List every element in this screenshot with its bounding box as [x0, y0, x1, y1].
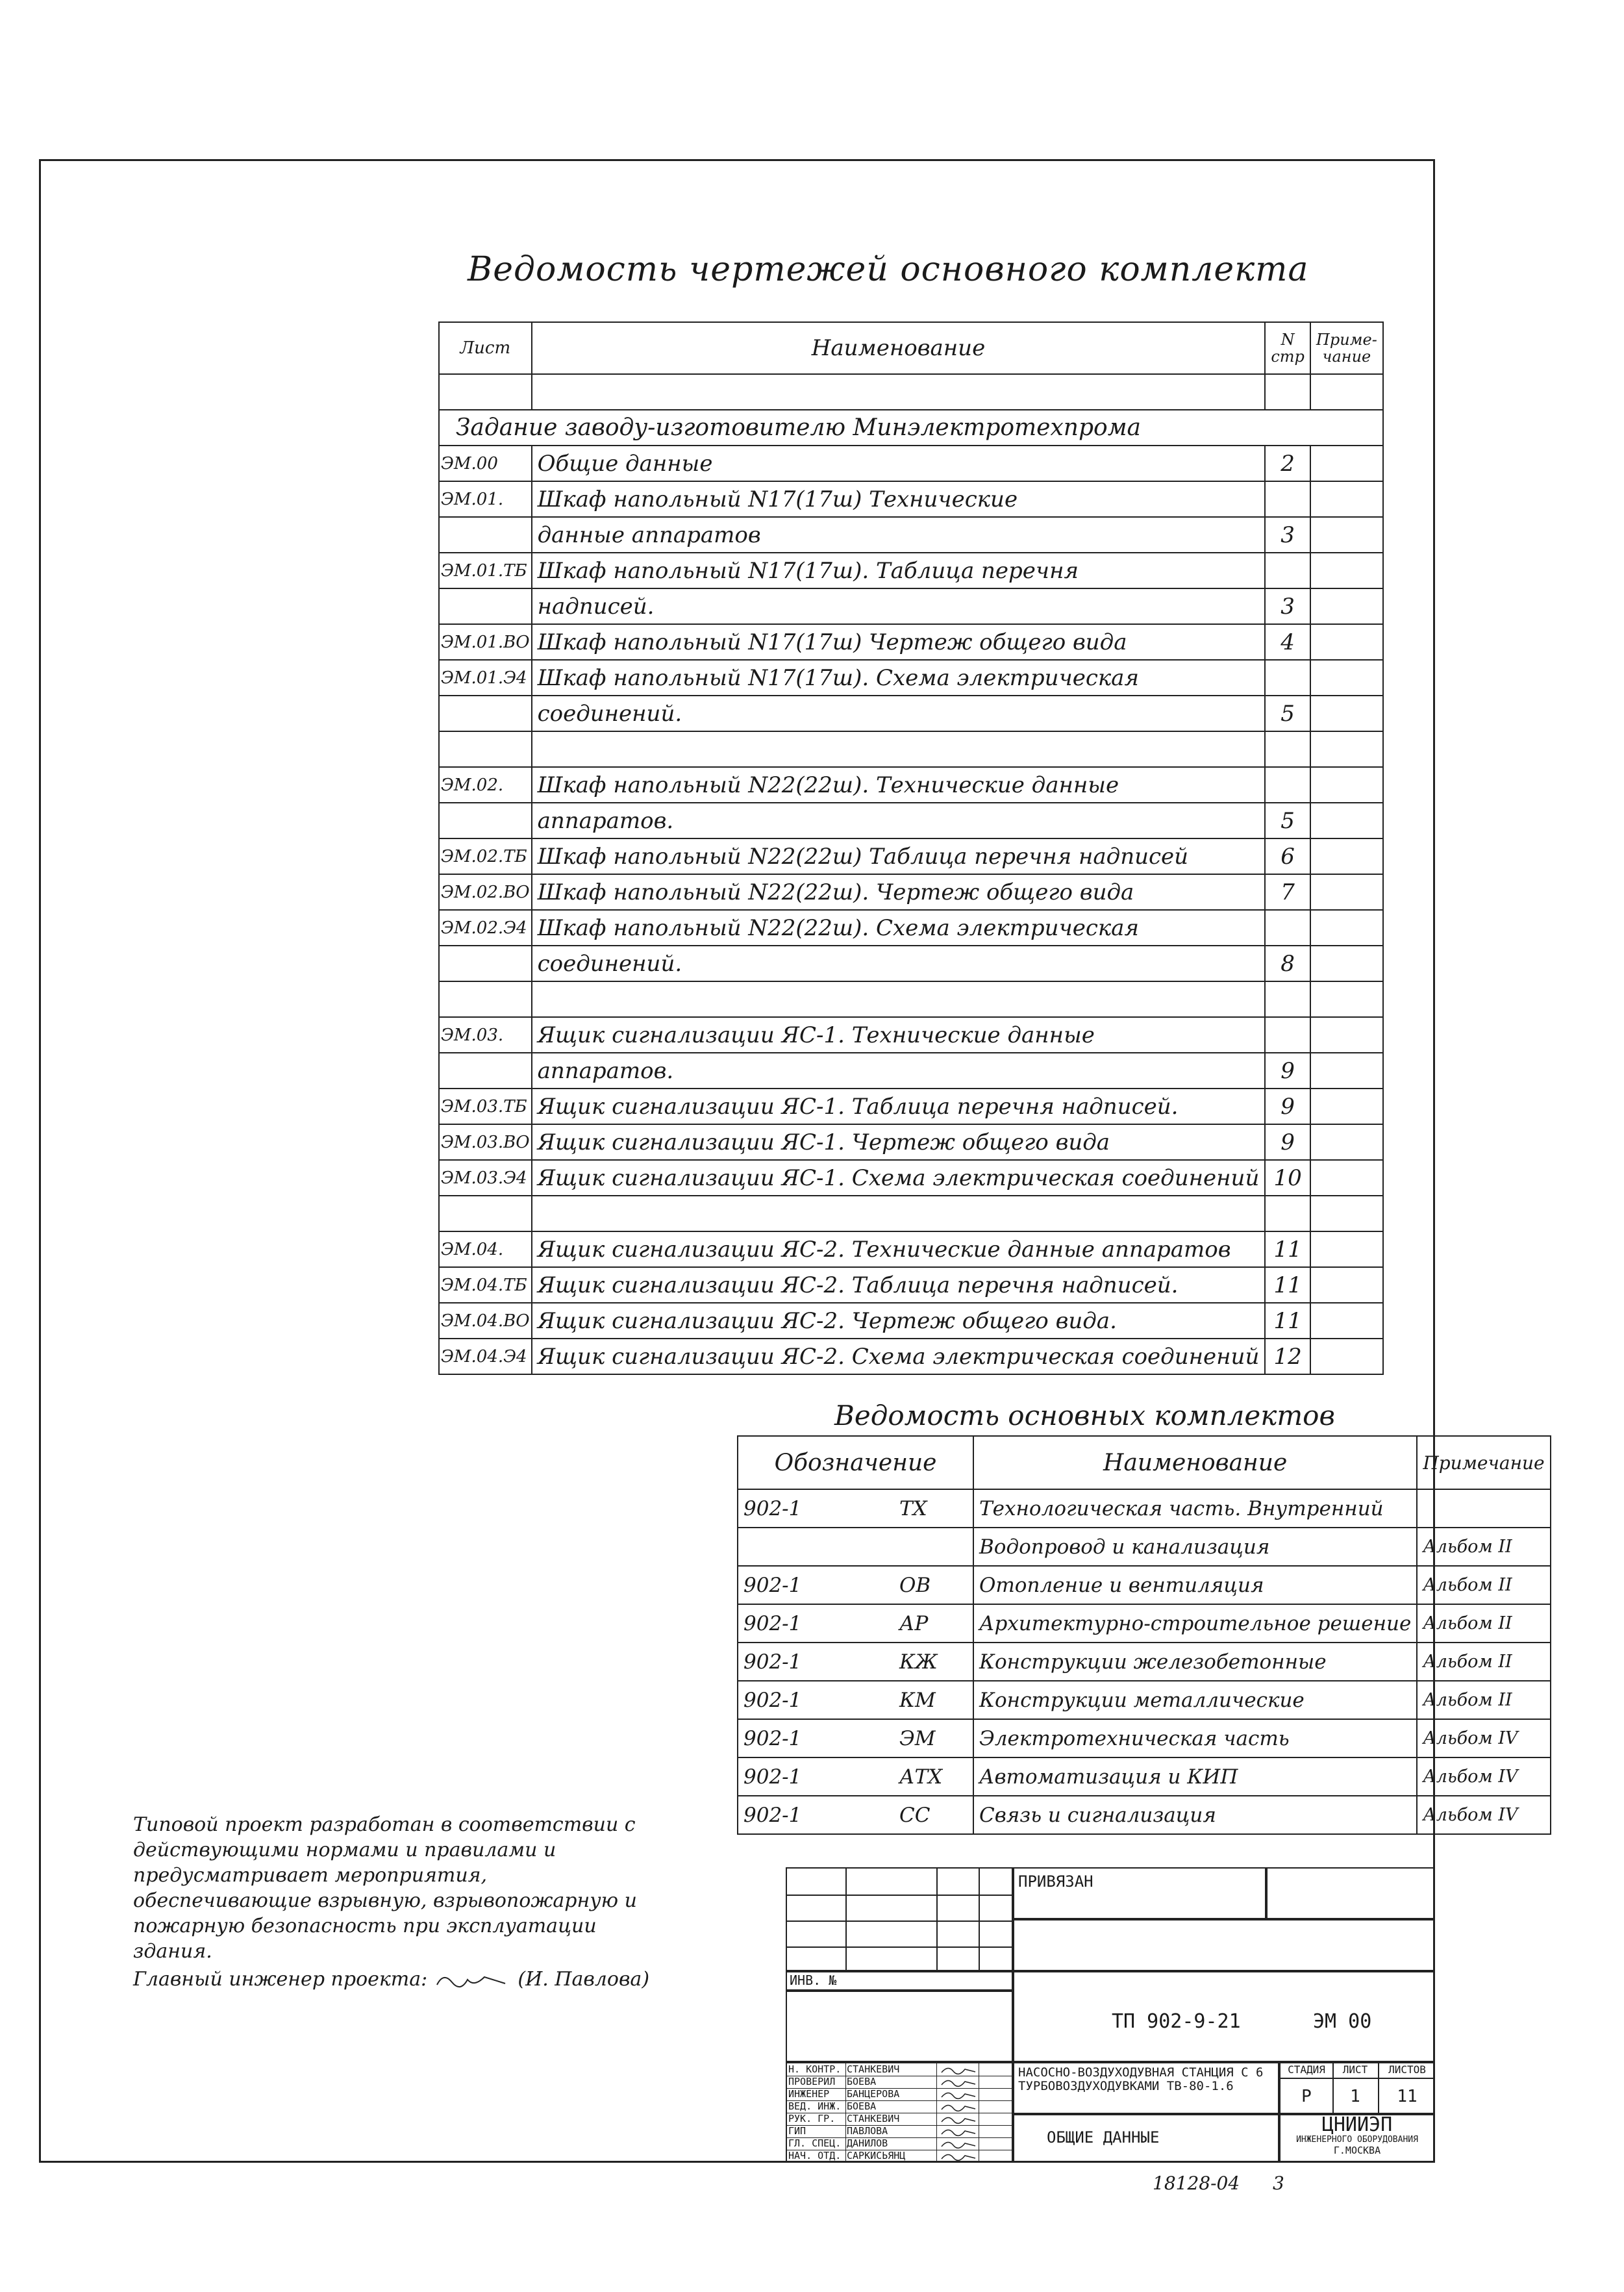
page-number: 5 [1265, 696, 1310, 731]
note-cell [1310, 1231, 1383, 1267]
note-cell [1310, 981, 1383, 1017]
set-designation [738, 1643, 973, 1681]
sheet-code: ЭМ.04.ВО [439, 1303, 532, 1339]
sheet-code: ЭМ.02. [439, 767, 532, 803]
set-note: Альбом IV [1417, 1757, 1550, 1796]
sheet-code: ЭМ.03.ВО [439, 1124, 532, 1160]
sheet-name: Шкаф напольный N22(22ш). Чертеж общего вида [532, 874, 1266, 910]
set-code: 902-1 [743, 1573, 802, 1597]
sheet-code [439, 1196, 532, 1231]
set-mark: ТХ [899, 1496, 927, 1520]
table-row [439, 910, 1383, 946]
sheet-name: Ящик сигнализации ЯС-2. Схема электрическая соединений [532, 1339, 1266, 1374]
page-number [1265, 1196, 1310, 1231]
table-row [439, 1089, 1383, 1124]
note-cell [1310, 1053, 1383, 1089]
statement-text: Типовой проект разработан в соответствии с действующими нормами и правилами и предусматривает мероприятия, обеспечивающие взрывную, взрывопожарную и пожарную безопасность при эксплуатации здания. [133, 1813, 637, 1963]
set-designation [738, 1681, 973, 1719]
sheet-list-body [439, 374, 1383, 1374]
table-row [439, 1231, 1383, 1267]
set-mark: СС [899, 1803, 931, 1827]
staff-role: ГЛ. СПЕЦ. [788, 2137, 842, 2149]
staff-role: ИНЖЕНЕР [788, 2088, 830, 2100]
set-name: Технологическая часть. Внутренний [973, 1489, 1417, 1528]
staff-name: ПАВЛОВА [847, 2125, 888, 2137]
sheet-label: ЛИСТ [1332, 2063, 1379, 2079]
sets-list-table [737, 1435, 1551, 1835]
note-cell [1310, 874, 1383, 910]
engineer-signature [434, 1971, 512, 1990]
sheet-code [439, 803, 532, 838]
table-row [439, 838, 1383, 874]
set-mark: КЖ [899, 1650, 938, 1674]
set-code: 902-1 [743, 1765, 802, 1789]
page-number: 4 [1265, 624, 1310, 660]
set-code: 902-1 [743, 1726, 802, 1750]
stage-value: Р [1280, 2079, 1334, 2114]
staff-role: ВЕД. ИНЖ. [788, 2100, 842, 2112]
sheet-name: Общие данные [532, 446, 1266, 481]
page-number [1265, 910, 1310, 946]
page-number: 12 [1265, 1339, 1310, 1374]
staff-name: ДАНИЛОВ [847, 2137, 888, 2149]
set-mark: КМ [899, 1688, 936, 1712]
set-designation [738, 1719, 973, 1757]
note-cell [1310, 1303, 1383, 1339]
sets-list-title: Ведомость основных комплектов [834, 1400, 1335, 1431]
table-row [439, 588, 1383, 624]
set-mark: АР [899, 1611, 929, 1635]
set-mark: АТХ [899, 1765, 943, 1789]
stage-label: СТАДИЯ [1280, 2063, 1334, 2079]
table-row [439, 1053, 1383, 1089]
statement-block [133, 1812, 666, 1992]
sheet-name: Ящик сигнализации ЯС-2. Таблица перечня надписей. [532, 1267, 1266, 1303]
footer-number: 18128-04 [1153, 2172, 1240, 2194]
sheet-code: ЭМ.03.ТБ [439, 1089, 532, 1124]
sheet-name: Шкаф напольный N17(17ш). Таблица перечня [532, 553, 1266, 588]
note-cell [1310, 731, 1383, 767]
signature [939, 2125, 978, 2137]
table-row [439, 1303, 1383, 1339]
note-cell [1310, 660, 1383, 696]
sheet-code [439, 731, 532, 767]
note-cell [1310, 553, 1383, 588]
staff-name: СТАНКЕВИЧ [847, 2063, 900, 2075]
set-name: Водопровод и канализация [973, 1528, 1417, 1566]
sheet-name: аппаратов. [532, 1053, 1266, 1089]
set-name: Архитектурно-строительное решение [973, 1604, 1417, 1643]
signature [939, 2137, 978, 2150]
sheet-name: соединений. [532, 696, 1266, 731]
sheet-name [532, 374, 1266, 410]
table-row [439, 660, 1383, 696]
set-name: Отопление и вентиляция [973, 1566, 1417, 1604]
table-row [439, 767, 1383, 803]
sheet-code: ЭМ.01.ВО [439, 624, 532, 660]
sheet-value: 1 [1332, 2079, 1379, 2114]
note-cell [1310, 767, 1383, 803]
sheet-code [439, 1053, 532, 1089]
page-number: 7 [1265, 874, 1310, 910]
sheet-code: ЭМ.03. [439, 1017, 532, 1053]
set-code: 902-1 [743, 1688, 802, 1712]
page-number [1265, 660, 1310, 696]
set-note: Альбом II [1417, 1528, 1550, 1566]
set-row [738, 1757, 1551, 1796]
sheet-code [439, 696, 532, 731]
sheet-code: ЭМ.01. [439, 481, 532, 517]
page-number [1265, 553, 1310, 588]
doc-code: ТП 902-9-21 [1112, 2010, 1241, 2033]
table-row [439, 1124, 1383, 1160]
sets-list-body [738, 1489, 1551, 1834]
organization-cell [1279, 2114, 1435, 2163]
note-cell [1310, 1124, 1383, 1160]
set-code: 902-1 [743, 1611, 802, 1635]
note-cell [1310, 838, 1383, 874]
set-row [738, 1681, 1551, 1719]
set-row [738, 1566, 1551, 1604]
page-number: 9 [1265, 1089, 1310, 1124]
set-name: Автоматизация и КИП [973, 1757, 1417, 1796]
sheet-title: ОБЩИЕ ДАННЫЕ [1013, 2114, 1279, 2163]
table-row [439, 696, 1383, 731]
inventory-empty-cell [786, 1991, 1013, 2062]
sheet-name: Ящик сигнализации ЯС-1. Технические данные [532, 1017, 1266, 1053]
table-row [439, 1267, 1383, 1303]
engineer-name: (И. Павлова) [518, 1968, 650, 1991]
set-row [738, 1528, 1551, 1566]
set-note: Альбом II [1417, 1566, 1550, 1604]
sheet-name: Шкаф напольный N17(17ш) Чертеж общего вида [532, 624, 1266, 660]
sheets-value: 11 [1397, 2087, 1418, 2106]
set-designation [738, 1757, 973, 1796]
set-code: 902-1 [743, 1650, 802, 1674]
table-row [439, 446, 1383, 481]
table-row [439, 731, 1383, 767]
staff-name: БАНЦЕРОВА [847, 2088, 900, 2100]
note-cell [1310, 1160, 1383, 1196]
note-cell [1310, 696, 1383, 731]
sheet-name: Шкаф напольный N22(22ш). Технические данные [532, 767, 1266, 803]
signature [939, 2150, 978, 2162]
table-row [439, 374, 1383, 410]
staff-name: САРКИСЬЯНЦ [847, 2150, 906, 2161]
doc-mark: ЭМ 00 [1313, 2010, 1372, 2033]
header-designation: Обозначение [738, 1436, 973, 1489]
page-number: 11 [1265, 1267, 1310, 1303]
sheet-name: Ящик сигнализации ЯС-2. Технические данные аппаратов [532, 1231, 1266, 1267]
note-cell [1310, 517, 1383, 553]
set-mark: ЭМ [899, 1726, 936, 1750]
set-name: Конструкции металлические [973, 1681, 1417, 1719]
sheet-name [532, 731, 1266, 767]
binding-empty-cell-2 [1013, 1919, 1435, 1971]
table-row [439, 981, 1383, 1017]
header-set-name: Наименование [973, 1436, 1417, 1489]
stage-cell [1279, 2062, 1435, 2114]
set-designation [738, 1604, 973, 1643]
sheet-name: Шкаф напольный N22(22ш). Схема электрическая [532, 910, 1266, 946]
sheet-code: ЭМ.02.Э4 [439, 910, 532, 946]
set-row [738, 1643, 1551, 1681]
sheet-code [439, 517, 532, 553]
header-note: Приме-чание [1310, 322, 1383, 374]
note-cell [1310, 1089, 1383, 1124]
set-note: Альбом IV [1417, 1719, 1550, 1757]
set-code: 902-1 [743, 1803, 802, 1827]
page-number [1265, 1017, 1310, 1053]
table-row [439, 803, 1383, 838]
set-note: Альбом II [1417, 1681, 1550, 1719]
engineer-line [133, 1967, 666, 1992]
sheets-label: ЛИСТОВ [1378, 2063, 1435, 2079]
page-number: 11 [1265, 1303, 1310, 1339]
table-row [439, 874, 1383, 910]
sheet-code: ЭМ.04. [439, 1231, 532, 1267]
sheet-code: ЭМ.01.ТБ [439, 553, 532, 588]
signature [939, 2100, 978, 2113]
set-row [738, 1719, 1551, 1757]
header-sheet: Лист [439, 322, 532, 374]
set-designation [738, 1566, 973, 1604]
page-number: 9 [1265, 1053, 1310, 1089]
note-cell [1310, 946, 1383, 981]
table-row [439, 517, 1383, 553]
page-number [1265, 374, 1310, 410]
table-row [439, 481, 1383, 517]
sheet-name: Ящик сигнализации ЯС-1. Чертеж общего вида [532, 1124, 1266, 1160]
sheet-name: Ящик сигнализации ЯС-1. Таблица перечня надписей. [532, 1089, 1266, 1124]
sheet-name: Шкаф напольный N17(17ш). Схема электрическая [532, 660, 1266, 696]
page-number: 11 [1265, 1231, 1310, 1267]
page-number [1265, 481, 1310, 517]
header-set-note: Примечание [1417, 1436, 1550, 1489]
set-designation [738, 1489, 973, 1528]
note-cell [1310, 1017, 1383, 1053]
binding-empty-cell [1266, 1867, 1435, 1919]
page-number: 9 [1265, 1124, 1310, 1160]
table-row [439, 624, 1383, 660]
sheet-name: надписей. [532, 588, 1266, 624]
sheet-name: соединений. [532, 946, 1266, 981]
note-cell [1310, 624, 1383, 660]
title-block-empty-grid [786, 1867, 1013, 1971]
section-row [439, 410, 1383, 446]
set-note [1417, 1489, 1550, 1528]
sheet-name: Шкаф напольный N17(17ш) Технические [532, 481, 1266, 517]
set-note: Альбом II [1417, 1643, 1550, 1681]
sheet-list-table [438, 321, 1384, 1375]
note-cell [1310, 374, 1383, 410]
set-name: Связь и сигнализация [973, 1796, 1417, 1834]
table-row [439, 1339, 1383, 1374]
sheet-code: ЭМ.02.ВО [439, 874, 532, 910]
sheet-name [532, 1196, 1266, 1231]
header-page: N стр [1265, 322, 1310, 374]
page-number [1265, 731, 1310, 767]
set-mark: ОВ [899, 1573, 931, 1597]
page-number: 10 [1265, 1160, 1310, 1196]
staff-role: ГИП [788, 2125, 806, 2137]
sheet-code [439, 588, 532, 624]
sheet-code: ЭМ.04.Э4 [439, 1339, 532, 1374]
sheet-name: Ящик сигнализации ЯС-2. Чертеж общего вида. [532, 1303, 1266, 1339]
sheet-code [439, 946, 532, 981]
page-number: 3 [1265, 588, 1310, 624]
staff-name: СТАНКЕВИЧ [847, 2113, 900, 2124]
page-number [1265, 767, 1310, 803]
binding-label: ПРИВЯЗАН [1013, 1867, 1266, 1919]
org-subtitle: ИНЖЕНЕРНОГО ОБОРУДОВАНИЯ [1296, 2135, 1418, 2145]
org-city: Г.МОСКВА [1333, 2145, 1381, 2156]
title-block [786, 1867, 1435, 2163]
page-number: 2 [1265, 446, 1310, 481]
footer-page: 3 [1273, 2172, 1284, 2194]
note-cell [1310, 803, 1383, 838]
set-name: Конструкции железобетонные [973, 1643, 1417, 1681]
staff-role: РУК. ГР. [788, 2113, 836, 2124]
staff-role: Н. КОНТР. [788, 2063, 842, 2075]
sheet-code [439, 981, 532, 1017]
sheet-name: аппаратов. [532, 803, 1266, 838]
page-number: 3 [1265, 517, 1310, 553]
staff-name: БОЕВА [847, 2100, 877, 2112]
note-cell [1310, 1267, 1383, 1303]
object-name: НАСОСНО-ВОЗДУХОДУВНАЯ СТАНЦИЯ С 6 ТУРБОВОЗДУХОДУВКАМИ ТВ-80-1.6 [1013, 2062, 1279, 2114]
sheet-code: ЭМ.04.ТБ [439, 1267, 532, 1303]
set-note: Альбом II [1417, 1604, 1550, 1643]
sheet-name: данные аппаратов [532, 517, 1266, 553]
table-row [439, 946, 1383, 981]
note-cell [1310, 1339, 1383, 1374]
staff-column-line [845, 2063, 846, 2161]
sheet-code: ЭМ.02.ТБ [439, 838, 532, 874]
set-designation [738, 1796, 973, 1834]
signature [939, 2076, 978, 2088]
sheet-code: ЭМ.00 [439, 446, 532, 481]
set-row [738, 1796, 1551, 1834]
sheet-name: Ящик сигнализации ЯС-1. Схема электрическая соединений [532, 1160, 1266, 1196]
org-name: ЦНИИЭП [1321, 2114, 1393, 2136]
section-title: Задание заводу-изготовителю Минэлектротехпрома [439, 410, 1383, 446]
signature [939, 2113, 978, 2125]
sheet-code [439, 374, 532, 410]
set-note: Альбом IV [1417, 1796, 1550, 1834]
doc-code-cell [1013, 1971, 1435, 2062]
sheet-name [532, 981, 1266, 1017]
set-code: 902-1 [743, 1496, 802, 1520]
note-cell [1310, 1196, 1383, 1231]
note-cell [1310, 910, 1383, 946]
set-designation [738, 1528, 973, 1566]
table-row [439, 1196, 1383, 1231]
page-number: 5 [1265, 803, 1310, 838]
header-name: Наименование [532, 322, 1266, 374]
set-name: Электротехническая часть [973, 1719, 1417, 1757]
staff-column-line [936, 2063, 937, 2161]
note-cell [1310, 446, 1383, 481]
engineer-label: Главный инженер проекта: [133, 1968, 428, 1991]
page-number: 6 [1265, 838, 1310, 874]
table-row [439, 1017, 1383, 1053]
table-row [439, 553, 1383, 588]
note-cell [1310, 481, 1383, 517]
sheet-list-title: Ведомость чертежей основного комплекта [468, 250, 1309, 289]
staff-name: БОЕВА [847, 2076, 877, 2087]
sheet-name: Шкаф напольный N22(22ш) Таблица перечня надписей [532, 838, 1266, 874]
staff-role: НАЧ. ОТД. [788, 2150, 842, 2161]
set-row [738, 1604, 1551, 1643]
staff-role: ПРОВЕРИЛ [788, 2076, 836, 2087]
note-cell [1310, 588, 1383, 624]
signature [939, 2063, 978, 2076]
inventory-number: ИНВ. № [786, 1971, 1013, 1991]
signature [939, 2088, 978, 2100]
set-row [738, 1489, 1551, 1528]
sheet-code: ЭМ.03.Э4 [439, 1160, 532, 1196]
table-row [439, 1160, 1383, 1196]
sheet-code: ЭМ.01.Э4 [439, 660, 532, 696]
staff-table [786, 2062, 1013, 2163]
page-number [1265, 981, 1310, 1017]
page-number: 8 [1265, 946, 1310, 981]
